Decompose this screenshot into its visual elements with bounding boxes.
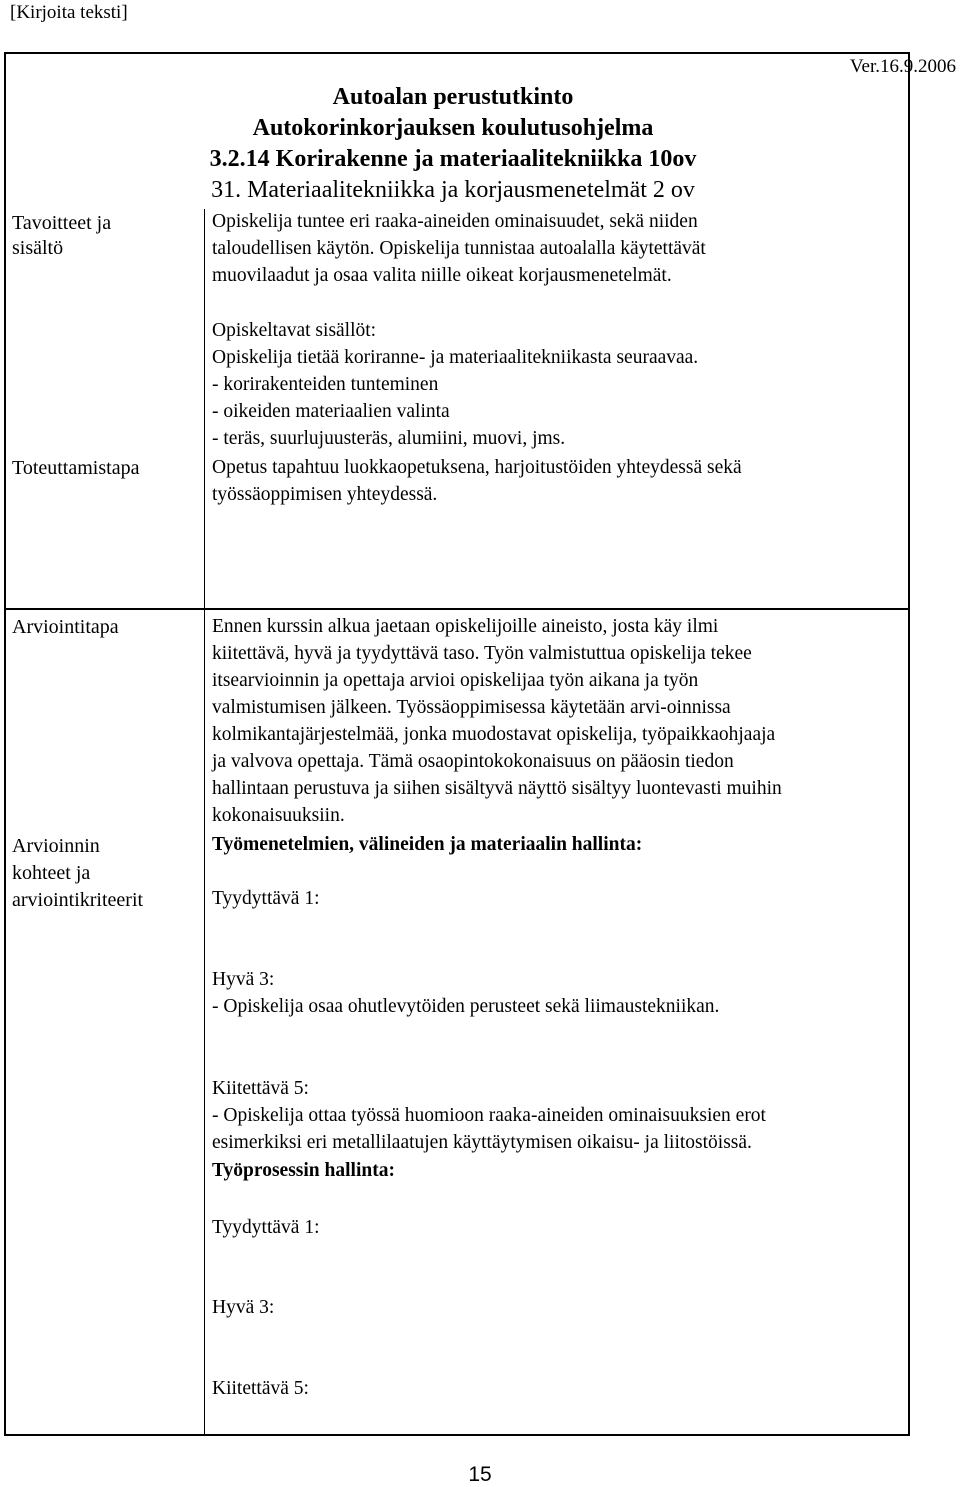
document-title (150, 82, 756, 206)
header-placeholder-text: [Kirjoita teksti] (10, 2, 128, 23)
label-arviointitapa: Arviointitapa (12, 616, 119, 638)
page-number: 15 (468, 1463, 492, 1486)
version-label: Ver.16.9.2006 (849, 56, 956, 77)
hyva-1-text: - Opiskelija osaa ohutlevytöiden perusteet sekä liimaustekniikan. (212, 996, 720, 1017)
kiitettava-1-text-1: - Opiskelija ottaa työssä huomioon raaka-aineiden ominaisuuksien erot (212, 1105, 766, 1126)
label-tavoitteet: Tavoitteet ja sisältö (12, 212, 112, 259)
label-arvioinnin-kohteet: Arvioinnin kohteet ja arviointikriteerit (12, 835, 144, 911)
column-divider-bottom (204, 609, 205, 1435)
title-line-3: 3.2.14 Korirakenne ja materiaalitekniikka 10ov (209, 146, 697, 172)
label-toteuttamistapa: Toteuttamistapa (12, 457, 140, 479)
title-line-2: Autokorinkorjauksen koulutusohjelma (252, 115, 654, 141)
hyva-1-label: Hyvä 3: (212, 969, 275, 990)
tyydyttava-2-label: Tyydyttävä 1: (212, 1217, 320, 1238)
title-line-1: Autoalan perustutkinto (332, 84, 574, 110)
kiitettava-1-text-2: esimerkiksi eri metallilaatujen käyttäytymisen oikaisu- ja liitostöissä. (212, 1132, 752, 1153)
hyva-2-label: Hyvä 3: (212, 1297, 275, 1318)
sisallot-text: Opiskeltavat sisällöt: Opiskelija tietää koriranne- ja materiaalitekniikasta seuraavaa. - korirakenteiden tunteminen - oikeiden materiaalien valinta - teräs, suurlujuusteräs, alumiini, muovi, jms. (212, 320, 699, 449)
tavoitteet-text: Opiskelija tuntee eri raaka-aineiden ominaisuudet, sekä niiden taloudellisen käytön. Opiskelija tunnistaa autoalalla käytettävät muovilaadut ja osaa valita niille oikeat korjausmenetelmät. (212, 211, 706, 286)
heading-tyomenetelmat: Työmenetelmien, välineiden ja materiaalin hallinta: (212, 834, 643, 855)
heading-tyoprosessi: Työprosessin hallinta: (212, 1160, 395, 1181)
column-divider-top (204, 209, 205, 609)
tyydyttava-1-label: Tyydyttävä 1: (212, 888, 320, 909)
toteuttamistapa-text: Opetus tapahtuu luokkaopetuksena, harjoitustöiden yhteydessä sekä työssäoppimisen yhteydessä. (212, 457, 742, 505)
arviointitapa-text: Ennen kurssin alkua jaetaan opiskelijoille aineisto, josta käy ilmi kiitettävä, hyvä ja tyydyttävä taso. Työn valmistuttua opiskelija tekee itsearvioinnin ja opettaja arvioi opiskelijaa työn aikana ja työn valmistumisen jälkeen. Työssäoppimisessa käytetään arvi-oinnissa kolmikantajärjestelmää, jonka muodostavat opiskelija, työpaikkaohjaaja ja valvova opettaja. Tämä osaopintokokonaisuus on pääosin tiedon hallintaan perustuva ja siihen sisältyvä näyttö sisältyy luontevasti muihin kokonaisuuksiin. (212, 616, 782, 826)
kiitettava-1-label: Kiitettävä 5: (212, 1078, 309, 1099)
title-line-4: 31. Materiaalitekniikka ja korjausmenetelmät 2 ov (211, 177, 695, 203)
kiitettava-2-label: Kiitettävä 5: (212, 1378, 309, 1399)
